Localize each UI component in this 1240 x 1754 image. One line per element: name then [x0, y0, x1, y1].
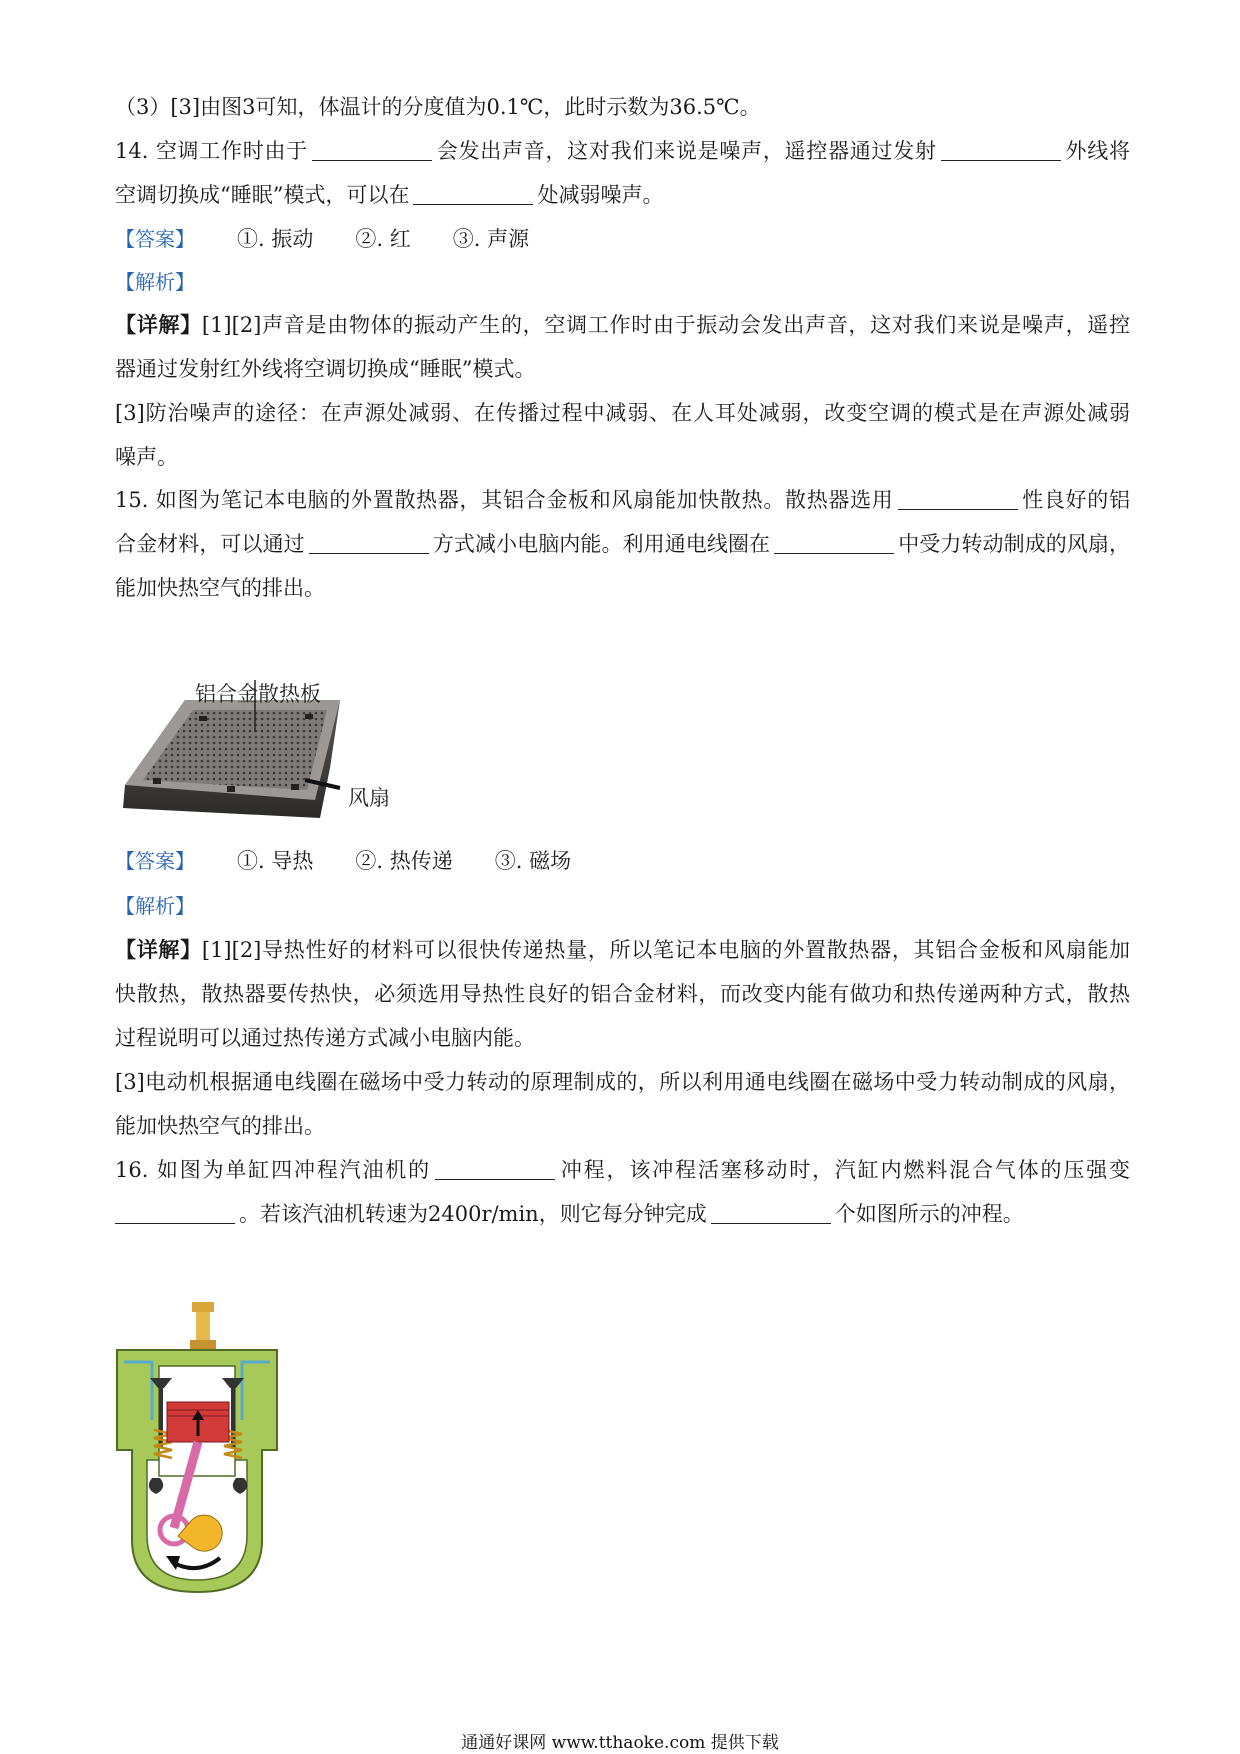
- q14-stem-part: 处减弱噪声。: [537, 183, 664, 207]
- q15-stem-part: 15. 如图为笔记本电脑的外置散热器，其铝合金板和风扇能加快散热。散热器选用: [115, 488, 894, 512]
- q14-stem-part: 外线将: [1064, 139, 1131, 163]
- analysis-tag: 【解析】: [115, 270, 195, 294]
- q16-stem-part: 个如图所示的冲程。: [834, 1202, 1024, 1226]
- q16-stem-part: 16. 如图为单缸四冲程汽油机的: [115, 1158, 431, 1182]
- q15-stem-line-2: [115, 529, 1130, 559]
- answer-item: ②. 红: [355, 227, 411, 251]
- answer-blank[interactable]: [115, 1201, 235, 1224]
- answer-item: ②. 热传递: [355, 849, 453, 873]
- detail-text: [1][2]声音是由物体的振动产生的，空调工作时由于振动会发出声音，这对我们来说是噪声，遥控: [201, 313, 1131, 337]
- q14-answer-line: [115, 224, 1130, 254]
- answer-item: ①. 导热: [237, 849, 314, 873]
- q14-analysis-line: [115, 267, 1130, 297]
- answer-blank[interactable]: [312, 138, 432, 161]
- detail-tag: 【详解】: [115, 937, 202, 962]
- q13-tail-line: （3）[3]由图3可知，体温计的分度值为0.1℃，此时示数为36.5℃。: [115, 95, 761, 119]
- figure-label-plate: 铝合金散热板: [195, 682, 321, 706]
- answer-blank[interactable]: [309, 531, 429, 554]
- q15-stem-part: 中受力转动制成的风扇，: [898, 532, 1131, 556]
- answer-blank[interactable]: [711, 1201, 831, 1224]
- q15-detail-line-3: 过程说明可以通过热传递方式减小电脑内能。: [115, 1026, 535, 1050]
- page-footer: 通通好课网 www.tthaoke.com 提供下载: [461, 1733, 779, 1753]
- figure-label-fan: 风扇: [348, 786, 390, 810]
- q15-stem-line-1: [115, 485, 1130, 515]
- answer-tag: 【答案】: [115, 227, 195, 251]
- q15-detail-line-4: [3]电动机根据通电线圈在磁场中受力转动的原理制成的，所以利用通电线圈在磁场中受力转动制成的风扇，: [115, 1070, 1130, 1094]
- q15-detail-line-5: 能加快热空气的排出。: [115, 1114, 325, 1138]
- answer-blank[interactable]: [898, 487, 1018, 510]
- q15-stem-part: 方式减小电脑内能。利用通电线圈在: [432, 532, 771, 556]
- q14-detail-line-2: 器通过发射红外线将空调切换成“睡眠”模式。: [115, 357, 536, 381]
- q14-detail-line-3: [3]防治噪声的途径：在声源处减弱、在传播过程中减弱、在人耳处减弱，改变空调的模式是在声源处减弱: [115, 401, 1130, 425]
- q14-detail-line-4: 噪声。: [115, 445, 178, 469]
- q15-stem-part: 性良好的铝: [1021, 488, 1131, 512]
- q14-stem-line-1: [115, 136, 1130, 166]
- answer-blank[interactable]: [435, 1157, 555, 1180]
- q15-stem-line-3: 能加快热空气的排出。: [115, 576, 325, 600]
- detail-text: [1][2]导热性好的材料可以很快传递热量，所以笔记本电脑的外置散热器，其铝合金板和风扇能加: [201, 938, 1131, 962]
- answer-blank[interactable]: [413, 182, 533, 205]
- q14-stem-line-2: [115, 180, 1130, 210]
- answer-tag: 【答案】: [115, 849, 195, 873]
- analysis-tag: 【解析】: [115, 894, 195, 918]
- answer-blank[interactable]: [774, 531, 894, 554]
- four-stroke-engine-illustration: [112, 1300, 282, 1600]
- q16-stem-line-1: [115, 1155, 1130, 1185]
- answer-blank[interactable]: [941, 138, 1061, 161]
- q16-stem-part: 。若该汽油机转速为2400r/min，则它每分钟完成: [239, 1202, 707, 1226]
- q15-analysis-line: [115, 891, 1130, 921]
- q15-detail-line-1: [115, 935, 1130, 965]
- engine-cylinder-figure: [112, 1300, 282, 1600]
- q14-detail-line-1: [115, 310, 1130, 340]
- q14-stem-part: 14. 空调工作时由于: [115, 139, 308, 163]
- q15-detail-line-2: 快散热，散热器要传热快，必须选用导热性良好的铝合金材料，而改变内能有做功和热传递两种方式，散热: [115, 982, 1130, 1006]
- q14-stem-part: 空调切换成“睡眠”模式，可以在: [115, 183, 410, 207]
- answer-item: ①. 振动: [237, 227, 314, 251]
- answer-item: ③. 声源: [452, 227, 530, 251]
- answer-item: ③. 磁场: [494, 849, 572, 873]
- q16-stem-part: 冲程，该冲程活塞移动时，汽缸内燃料混合气体的压强变: [559, 1158, 1130, 1182]
- q16-stem-line-2: [115, 1199, 1130, 1229]
- detail-tag: 【详解】: [115, 312, 202, 337]
- q15-stem-part: 合金材料，可以通过: [115, 532, 305, 556]
- q14-stem-part: 会发出声音，这对我们来说是噪声，遥控器通过发射: [436, 139, 937, 163]
- q15-answer-line: [115, 846, 1130, 876]
